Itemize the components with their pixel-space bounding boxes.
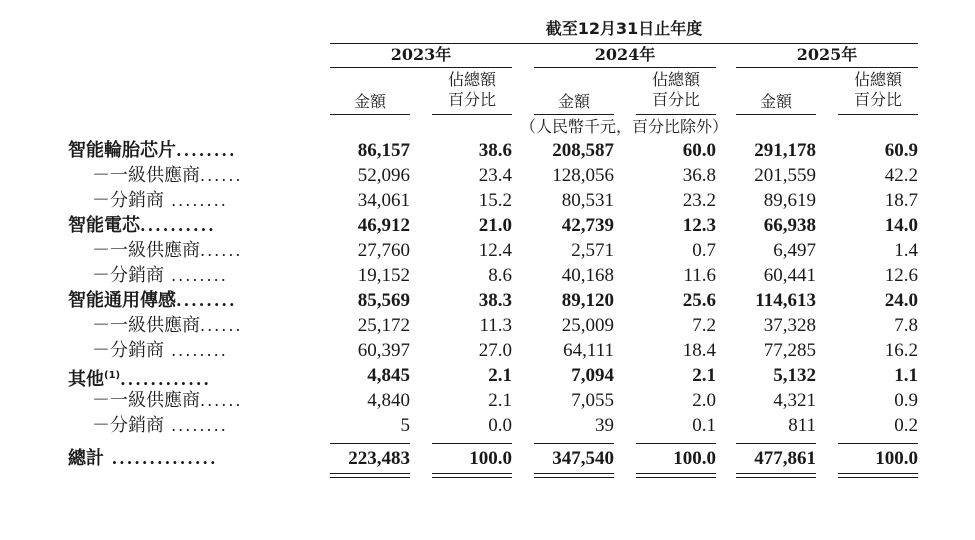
year-rule-2025 bbox=[736, 67, 918, 68]
leader-dots: ........ bbox=[164, 416, 228, 435]
cell-2025-amount: 201,559 bbox=[754, 165, 816, 186]
cell-2024-amount: 80,531 bbox=[561, 190, 614, 211]
cell-2025-amount: 5,132 bbox=[773, 365, 816, 386]
col-pct-2024-l1: 佔總額 bbox=[651, 70, 700, 89]
row-label-text: －一級供應商 bbox=[92, 240, 200, 261]
col-amount-2025: 金額 bbox=[759, 92, 792, 111]
cell-2023-amount: 25,172 bbox=[357, 315, 410, 336]
cell-2023-amount: 5 bbox=[400, 415, 410, 436]
cell-2023-pct: 15.2 bbox=[478, 190, 512, 211]
leader-dots: ...... bbox=[200, 241, 243, 260]
leader-dots: ........ bbox=[164, 191, 228, 210]
row-label bbox=[92, 316, 243, 336]
cell-2024-amount: 40,168 bbox=[561, 265, 614, 286]
cell-2023-pct: 11.3 bbox=[479, 315, 512, 336]
total-2024-amount: 347,540 bbox=[552, 448, 614, 469]
cell-2025-pct: 24.0 bbox=[884, 290, 918, 311]
col-pct-2025-l1: 佔總額 bbox=[853, 70, 902, 89]
cell-2024-amount: 2,571 bbox=[571, 240, 614, 261]
leader-dots: ........ bbox=[164, 341, 228, 360]
cell-2024-amount: 64,111 bbox=[563, 340, 614, 361]
total-double-rule bbox=[432, 477, 512, 478]
total-label: 總計 .............. bbox=[68, 448, 218, 469]
cell-2025-pct: 0.2 bbox=[894, 415, 918, 436]
col-rule bbox=[534, 114, 614, 115]
cell-2024-amount: 42,739 bbox=[561, 215, 614, 236]
cell-2024-amount: 7,055 bbox=[571, 390, 614, 411]
total-double-rule bbox=[330, 473, 410, 474]
row-label-text: 智能輪胎芯片 bbox=[68, 140, 176, 161]
leader-dots: ........ bbox=[176, 291, 237, 310]
cell-2024-pct: 36.8 bbox=[682, 165, 716, 186]
row-label bbox=[68, 366, 211, 390]
cell-2023-amount: 52,096 bbox=[357, 165, 410, 186]
cell-2023-pct: 38.6 bbox=[478, 140, 512, 161]
total-double-rule bbox=[432, 473, 512, 474]
cell-2024-pct: 60.0 bbox=[682, 140, 716, 161]
total-double-rule bbox=[534, 473, 614, 474]
cell-2023-amount: 4,845 bbox=[367, 365, 410, 386]
year-2023: 2023年 bbox=[390, 45, 452, 64]
cell-2024-pct: 23.2 bbox=[682, 190, 716, 211]
cell-2024-pct: 0.1 bbox=[692, 415, 716, 436]
cell-2024-amount: 89,120 bbox=[561, 290, 614, 311]
row-label bbox=[92, 341, 228, 361]
row-label bbox=[92, 266, 228, 286]
cell-2023-amount: 4,840 bbox=[367, 390, 410, 411]
cell-2025-pct: 18.7 bbox=[884, 190, 918, 211]
cell-2023-amount: 27,760 bbox=[357, 240, 410, 261]
cell-2024-amount: 39 bbox=[595, 415, 614, 436]
col-amount-2023: 金額 bbox=[353, 92, 386, 111]
total-2025-amount: 477,861 bbox=[754, 448, 816, 469]
leader-dots: ............ bbox=[120, 370, 211, 389]
total-2025-pct: 100.0 bbox=[875, 448, 918, 469]
col-pct-2023-l1: 佔總額 bbox=[447, 70, 496, 89]
cell-2023-pct: 12.4 bbox=[478, 240, 512, 261]
subtotal-rule bbox=[330, 443, 410, 444]
row-label-text: 智能通用傳感 bbox=[68, 290, 176, 311]
row-label-text: －分銷商 bbox=[92, 340, 164, 361]
col-rule bbox=[736, 114, 816, 115]
row-label-text: －分銷商 bbox=[92, 265, 164, 286]
cell-2025-pct: 0.9 bbox=[894, 390, 918, 411]
cell-2025-pct: 16.2 bbox=[884, 340, 918, 361]
row-label-text: 其他 bbox=[68, 369, 104, 390]
cell-2023-pct: 8.6 bbox=[488, 265, 512, 286]
cell-2024-pct: 7.2 bbox=[692, 315, 716, 336]
col-rule bbox=[432, 114, 512, 115]
col-amount-2024: 金額 bbox=[557, 92, 590, 111]
leader-dots: ...... bbox=[200, 316, 243, 335]
cell-2025-amount: 60,441 bbox=[763, 265, 816, 286]
period-heading: 截至12月31日止年度 bbox=[545, 19, 703, 38]
total-double-rule bbox=[636, 477, 716, 478]
row-label bbox=[92, 166, 243, 186]
cell-2025-pct: 7.8 bbox=[894, 315, 918, 336]
cell-2024-amount: 208,587 bbox=[552, 140, 614, 161]
cell-2025-amount: 811 bbox=[788, 415, 816, 436]
total-2024-pct: 100.0 bbox=[673, 448, 716, 469]
total-double-rule bbox=[838, 473, 918, 474]
leader-dots: ...... bbox=[200, 166, 243, 185]
row-label bbox=[68, 141, 237, 161]
leader-dots: ........ bbox=[176, 141, 237, 160]
total-double-rule bbox=[838, 477, 918, 478]
total-double-rule bbox=[636, 473, 716, 474]
cell-2025-pct: 1.1 bbox=[894, 365, 918, 386]
subtotal-rule bbox=[534, 443, 614, 444]
cell-2025-amount: 77,285 bbox=[763, 340, 816, 361]
cell-2024-amount: 7,094 bbox=[571, 365, 614, 386]
year-rule-2024 bbox=[534, 67, 716, 68]
col-rule bbox=[636, 114, 716, 115]
cell-2025-amount: 114,613 bbox=[755, 290, 816, 311]
cell-2024-pct: 2.1 bbox=[692, 365, 716, 386]
cell-2023-amount: 60,397 bbox=[357, 340, 410, 361]
leader-dots: ...... bbox=[200, 391, 243, 410]
cell-2025-amount: 291,178 bbox=[754, 140, 816, 161]
cell-2025-amount: 89,619 bbox=[763, 190, 816, 211]
year-2024: 2024年 bbox=[594, 45, 656, 64]
cell-2023-amount: 34,061 bbox=[357, 190, 410, 211]
cell-2023-pct: 23.4 bbox=[478, 165, 512, 186]
footnote-marker: (1) bbox=[104, 370, 121, 381]
cell-2023-amount: 85,569 bbox=[357, 290, 410, 311]
year-2025: 2025年 bbox=[796, 45, 858, 64]
row-label-text: －分銷商 bbox=[92, 415, 164, 436]
cell-2025-amount: 37,328 bbox=[763, 315, 816, 336]
col-pct-2025-l2: 百分比 bbox=[853, 90, 902, 109]
total-double-rule bbox=[736, 473, 816, 474]
cell-2024-amount: 25,009 bbox=[561, 315, 614, 336]
cell-2024-pct: 2.0 bbox=[692, 390, 716, 411]
row-label-text: －一級供應商 bbox=[92, 390, 200, 411]
row-label-text: 智能電芯 bbox=[68, 215, 140, 236]
cell-2023-pct: 0.0 bbox=[488, 415, 512, 436]
cell-2025-pct: 14.0 bbox=[884, 215, 918, 236]
leader-dots: ........ bbox=[164, 266, 228, 285]
cell-2024-pct: 18.4 bbox=[682, 340, 716, 361]
total-2023-pct: 100.0 bbox=[469, 448, 512, 469]
subtotal-rule bbox=[636, 443, 716, 444]
cell-2024-pct: 11.6 bbox=[683, 265, 716, 286]
cell-2023-pct: 2.1 bbox=[488, 390, 512, 411]
row-label bbox=[92, 416, 228, 436]
cell-2025-pct: 42.2 bbox=[884, 165, 918, 186]
cell-2023-pct: 38.3 bbox=[478, 290, 512, 311]
cell-2025-amount: 4,321 bbox=[773, 390, 816, 411]
row-label-text: －一級供應商 bbox=[92, 315, 200, 336]
row-label bbox=[68, 291, 237, 311]
leader-dots: .......... bbox=[140, 216, 216, 235]
cell-2023-pct: 2.1 bbox=[488, 365, 512, 386]
cell-2023-pct: 21.0 bbox=[478, 215, 512, 236]
unit-note: （人民幣千元，百分比除外） bbox=[519, 117, 728, 136]
period-rule bbox=[330, 43, 918, 44]
cell-2024-pct: 0.7 bbox=[692, 240, 716, 261]
cell-2025-pct: 60.9 bbox=[884, 140, 918, 161]
cell-2025-pct: 1.4 bbox=[894, 240, 918, 261]
total-double-rule bbox=[330, 477, 410, 478]
subtotal-rule bbox=[736, 443, 816, 444]
row-label bbox=[92, 241, 243, 261]
total-double-rule bbox=[736, 477, 816, 478]
cell-2024-pct: 25.6 bbox=[682, 290, 716, 311]
row-label-text: －一級供應商 bbox=[92, 165, 200, 186]
cell-2023-amount: 19,152 bbox=[357, 265, 410, 286]
cell-2024-pct: 12.3 bbox=[682, 215, 716, 236]
cell-2025-pct: 12.6 bbox=[884, 265, 918, 286]
total-2023-amount: 223,483 bbox=[348, 448, 410, 469]
col-pct-2023-l2: 百分比 bbox=[447, 90, 496, 109]
subtotal-rule bbox=[432, 443, 512, 444]
col-rule bbox=[330, 114, 410, 115]
col-pct-2024-l2: 百分比 bbox=[651, 90, 700, 109]
col-rule bbox=[838, 114, 918, 115]
row-label bbox=[92, 191, 228, 211]
subtotal-rule bbox=[838, 443, 918, 444]
cell-2025-amount: 6,497 bbox=[773, 240, 816, 261]
cell-2023-amount: 86,157 bbox=[357, 140, 410, 161]
row-label bbox=[92, 391, 243, 411]
cell-2024-amount: 128,056 bbox=[552, 165, 614, 186]
total-double-rule bbox=[534, 477, 614, 478]
row-label-text: －分銷商 bbox=[92, 190, 164, 211]
year-rule-2023 bbox=[330, 67, 512, 68]
cell-2023-amount: 46,912 bbox=[357, 215, 410, 236]
cell-2025-amount: 66,938 bbox=[763, 215, 816, 236]
row-label bbox=[68, 216, 216, 236]
cell-2023-pct: 27.0 bbox=[478, 340, 512, 361]
